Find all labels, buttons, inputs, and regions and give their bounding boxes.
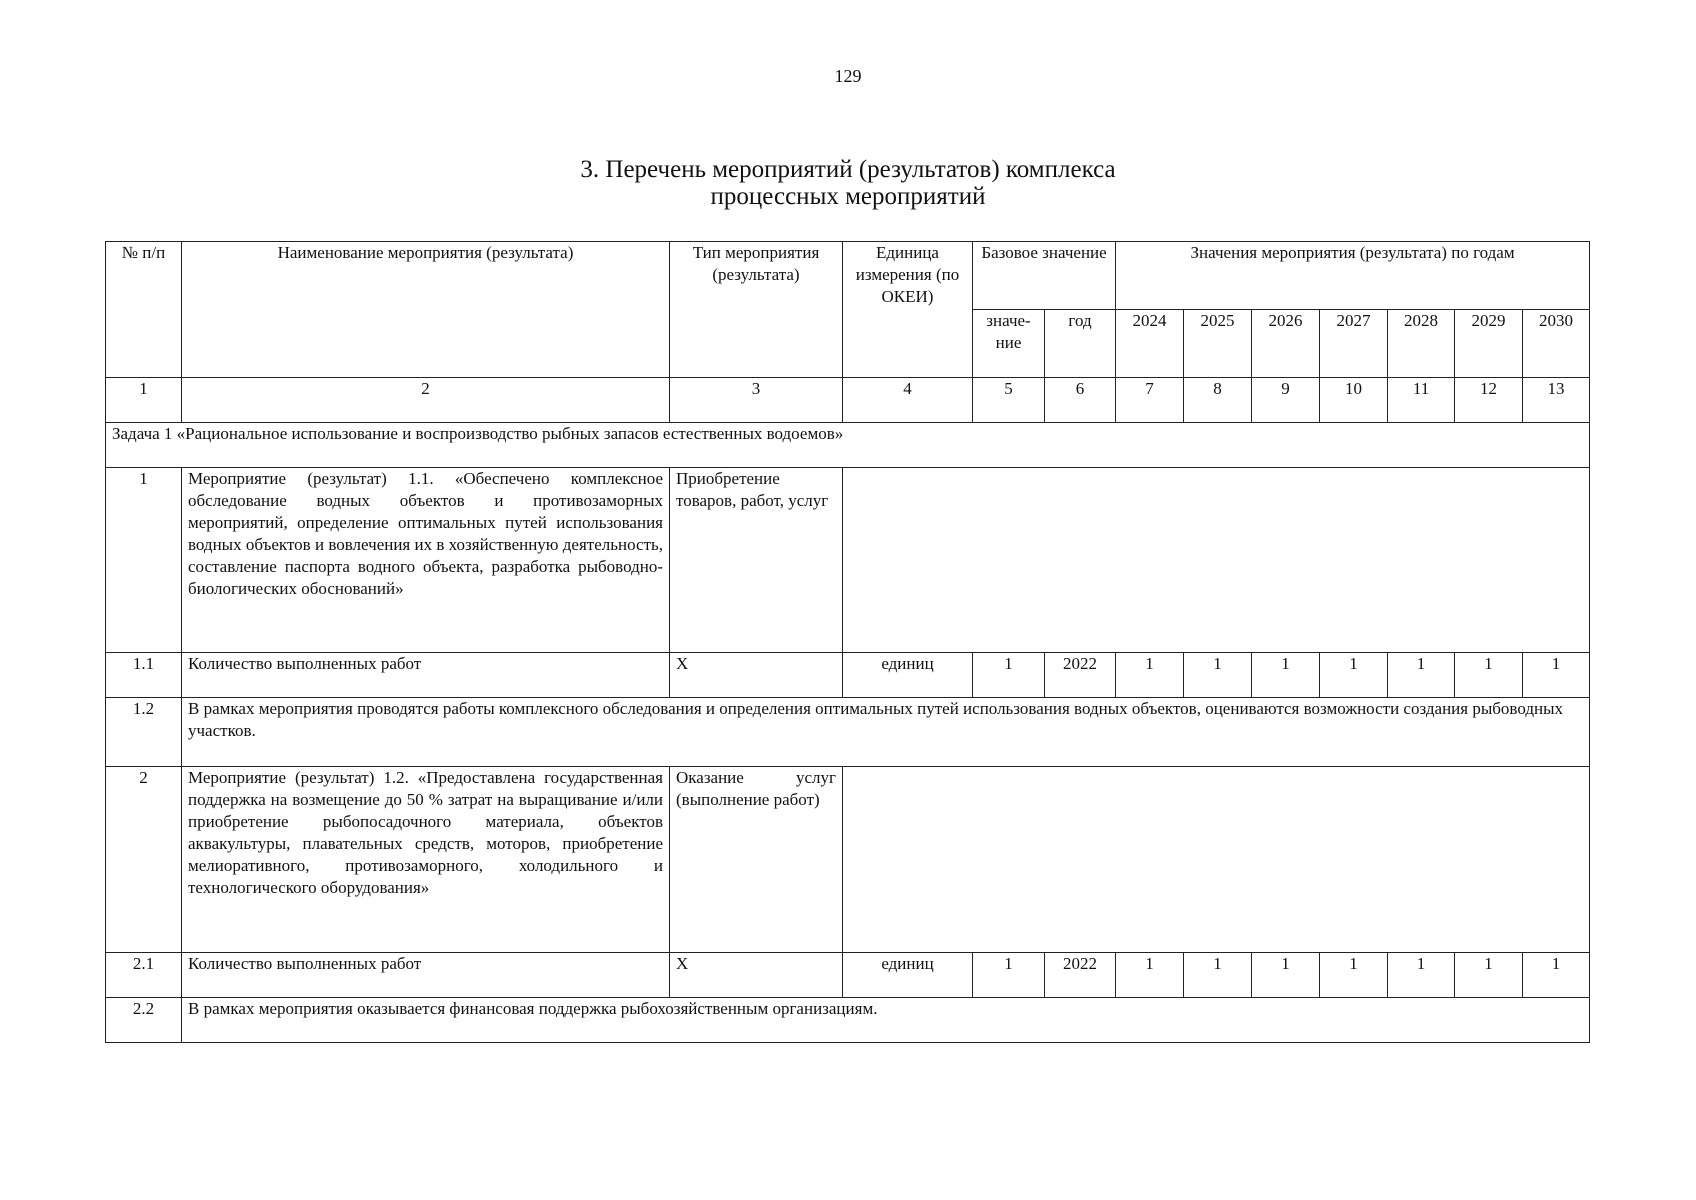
- row-year-value: 1: [1116, 953, 1184, 998]
- row-type: X: [670, 653, 843, 698]
- header-year: 2024: [1116, 310, 1184, 378]
- task-1-title: Задача 1 «Рациональное использование и воспроизводство рыбных запасов естественных водоемов»: [106, 423, 1590, 468]
- row-num: 1.2: [106, 698, 182, 767]
- column-number: 8: [1184, 378, 1252, 423]
- row-num: 1.1: [106, 653, 182, 698]
- row-year-value: 1: [1455, 653, 1523, 698]
- column-number: 6: [1045, 378, 1116, 423]
- row-name: Мероприятие (результат) 1.2. «Предоставлена государственная поддержка на возмещение до 50 % затрат на выращивание и/или приобретение рыбопосадочного материала, объектов аквакультуры, плавательных средств, моторов, приобретение мелиоративного, противозаморного, холодильного и технологического оборудования»: [182, 767, 670, 953]
- header-year: 2025: [1184, 310, 1252, 378]
- row-num: 1: [106, 468, 182, 653]
- column-number: 1: [106, 378, 182, 423]
- row-type: Приобретение товаров, работ, услуг: [670, 468, 843, 653]
- table-row-description-1-2: [106, 698, 1590, 767]
- header-type: Тип мероприятия (результата): [670, 242, 843, 378]
- row-empty-values: [843, 468, 1590, 653]
- header-year: 2026: [1252, 310, 1320, 378]
- row-num: 2: [106, 767, 182, 953]
- row-description: В рамках мероприятия оказывается финансовая поддержка рыбохозяйственным организациям.: [182, 998, 1590, 1043]
- row-year-value: 1: [1320, 653, 1388, 698]
- row-empty-values: [843, 767, 1590, 953]
- row-year-value: 1: [1184, 953, 1252, 998]
- row-base-value: 1: [973, 653, 1045, 698]
- header-year: 2029: [1455, 310, 1523, 378]
- page-title-line-1: 3. Перечень мероприятий (результатов) комплекса: [580, 156, 1116, 183]
- header-year: 2027: [1320, 310, 1388, 378]
- page-title-line-2: процессных мероприятий: [710, 183, 986, 210]
- row-type: X: [670, 953, 843, 998]
- column-number: 13: [1523, 378, 1590, 423]
- row-num: 2.1: [106, 953, 182, 998]
- table-row-indicator-2-1: [106, 953, 1590, 998]
- row-year-value: 1: [1523, 653, 1590, 698]
- row-year-value: 1: [1523, 953, 1590, 998]
- table-row-indicator-1-1: [106, 653, 1590, 698]
- measures-table: [105, 241, 1590, 1043]
- header-num: № п/п: [106, 242, 182, 378]
- header-years-title: Значения мероприятия (результата) по годам: [1116, 242, 1590, 310]
- row-year-value: 1: [1184, 653, 1252, 698]
- row-base-year: 2022: [1045, 953, 1116, 998]
- row-name: Количество выполненных работ: [182, 653, 670, 698]
- column-number: 11: [1388, 378, 1455, 423]
- column-number: 2: [182, 378, 670, 423]
- row-name: Количество выполненных работ: [182, 953, 670, 998]
- page-title: [0, 156, 1696, 210]
- column-number: 10: [1320, 378, 1388, 423]
- header-year: 2030: [1523, 310, 1590, 378]
- table-row-measure-2: [106, 767, 1590, 953]
- header-base-year: год: [1045, 310, 1116, 378]
- row-year-value: 1: [1252, 653, 1320, 698]
- row-year-value: 1: [1252, 953, 1320, 998]
- row-year-value: 1: [1455, 953, 1523, 998]
- table-row-description-2-2: [106, 998, 1590, 1043]
- task-row: [106, 423, 1590, 468]
- column-number: 7: [1116, 378, 1184, 423]
- row-unit: единиц: [843, 953, 973, 998]
- column-number: 3: [670, 378, 843, 423]
- header-base-value: значе-ние: [973, 310, 1045, 378]
- header-unit: Единица измерения (по ОКЕИ): [843, 242, 973, 378]
- row-year-value: 1: [1388, 953, 1455, 998]
- column-number: 9: [1252, 378, 1320, 423]
- row-unit: единиц: [843, 653, 973, 698]
- header-base: Базовое значение: [973, 242, 1116, 310]
- column-number: 4: [843, 378, 973, 423]
- row-description: В рамках мероприятия проводятся работы комплексного обследования и определения оптимальных путей использования водных объектов, оцениваются возможности создания рыбоводных участков.: [182, 698, 1590, 767]
- header-row-1: [106, 242, 1590, 310]
- header-year: 2028: [1388, 310, 1455, 378]
- row-base-year: 2022: [1045, 653, 1116, 698]
- table-row-measure-1: [106, 468, 1590, 653]
- header-name: Наименование мероприятия (результата): [182, 242, 670, 378]
- row-base-value: 1: [973, 953, 1045, 998]
- row-name: Мероприятие (результат) 1.1. «Обеспечено комплексное обследование водных объектов и противозаморных мероприятий, определение оптимальных путей использования водных объектов и вовлечения их в хозяйственную деятельность, составление паспорта водного объекта, разработка рыбоводно-биологических обоснований»: [182, 468, 670, 653]
- row-type: Оказание услуг (выполнение работ): [670, 767, 843, 953]
- row-year-value: 1: [1116, 653, 1184, 698]
- row-year-value: 1: [1320, 953, 1388, 998]
- row-num: 2.2: [106, 998, 182, 1043]
- row-year-value: 1: [1388, 653, 1455, 698]
- column-number: 5: [973, 378, 1045, 423]
- page-number: 129: [834, 66, 862, 86]
- column-number: 12: [1455, 378, 1523, 423]
- column-numbers-row: [106, 378, 1590, 423]
